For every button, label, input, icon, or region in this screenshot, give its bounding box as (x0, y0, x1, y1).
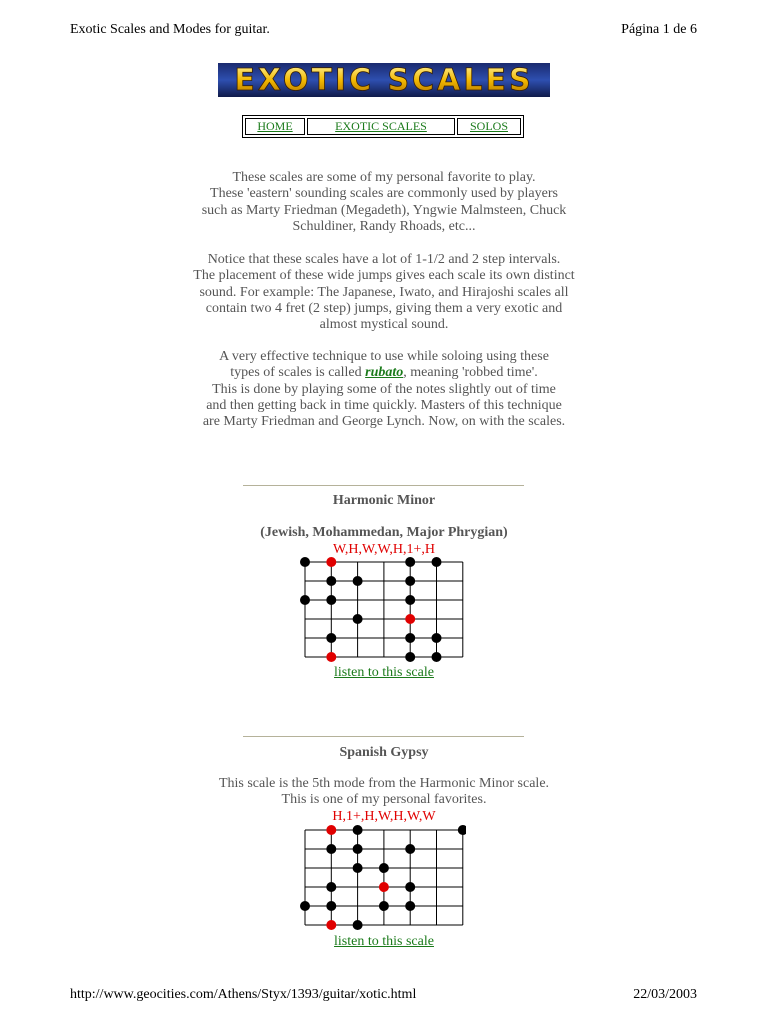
scale-note-dot (379, 863, 389, 873)
scale-note-dot (432, 633, 442, 643)
scale-note-dot (300, 595, 310, 605)
scale-note-dot (326, 882, 336, 892)
scale-title-harmonic-minor: Harmonic Minor (332, 493, 436, 508)
scale-note-dot (353, 844, 363, 854)
rubato-link[interactable]: rubato (365, 365, 404, 381)
page-number: Página 1 de 6 (621, 22, 697, 37)
nav-home-link[interactable]: HOME (245, 118, 305, 135)
root-note-dot (405, 614, 415, 624)
scale-note-dot (405, 576, 415, 586)
page-url: http://www.geocities.com/Athens/Styx/1393/guitar/xotic.html (70, 987, 417, 1002)
root-note-dot (326, 652, 336, 662)
svg-text:EXOTIC SCALES: EXOTIC SCALES (234, 63, 534, 97)
scale-note-dot (326, 576, 336, 586)
scale-note-dot (405, 595, 415, 605)
top-navigation (242, 115, 524, 138)
print-date: 22/03/2003 (633, 987, 697, 1002)
scale-note-dot (405, 652, 415, 662)
scale-note-dot (326, 633, 336, 643)
scale-note-dot (353, 825, 363, 835)
root-note-dot (326, 557, 336, 567)
scale-note-dot (353, 614, 363, 624)
fretboard-diagram-harmonic-minor (300, 556, 466, 664)
scale-note-dot (326, 595, 336, 605)
scale-note-dot (300, 557, 310, 567)
section-divider (243, 736, 524, 737)
scale-note-dot (326, 901, 336, 911)
nav-exotic-scales-link[interactable]: EXOTIC SCALES (307, 118, 455, 135)
scale-note-dot (405, 901, 415, 911)
listen-harmonic-minor-link[interactable]: listen to this scale (334, 665, 434, 680)
scale-note-dot (405, 557, 415, 567)
scale-note-dot (353, 920, 363, 930)
intro-paragraph-3: A very effective technique to use while soloing using these types of scales is called rubato, meaning 'robbed time'. This is done by playing some of the notes slightly out of time and then getting back in time quickly. Masters of this technique are Marty Friedman and George Lynch. Now, on with the scales. (202, 349, 566, 430)
root-note-dot (379, 882, 389, 892)
root-note-dot (326, 825, 336, 835)
scale-formula-spanish-gypsy: H,1+,H,W,H,W,W (332, 809, 436, 824)
scale-note-dot (300, 901, 310, 911)
listen-spanish-gypsy-link[interactable]: listen to this scale (334, 934, 434, 949)
intro-paragraph-2: Notice that these scales have a lot of 1-1/2 and 2 step intervals. The placement of these wide jumps gives each scale its own distinct sound. For example: The Japanese, Iwato, and Hirajoshi scales all contain two 4 fret (2 step) jumps, giving them a very exotic and almost mystical sound. (193, 252, 575, 333)
root-note-dot (326, 920, 336, 930)
scale-note-dot (405, 882, 415, 892)
scale-description-spanish-gypsy: This scale is the 5th mode from the Harmonic Minor scale. This is one of my personal favorites. (218, 776, 550, 808)
scale-note-dot (405, 633, 415, 643)
scale-formula-harmonic-minor: W,H,W,W,H,1+,H (332, 542, 435, 557)
scale-note-dot (458, 825, 466, 835)
scale-note-dot (405, 844, 415, 854)
fretboard-diagram-spanish-gypsy (300, 824, 466, 932)
scale-title-spanish-gypsy: Spanish Gypsy (339, 745, 429, 760)
scale-note-dot (432, 652, 442, 662)
scale-note-dot (432, 557, 442, 567)
page-header-title: Exotic Scales and Modes for guitar. (70, 22, 270, 37)
scale-note-dot (353, 863, 363, 873)
scale-note-dot (353, 576, 363, 586)
section-divider (243, 485, 524, 486)
exotic-scales-banner-logo (218, 63, 550, 97)
scale-note-dot (379, 901, 389, 911)
scale-note-dot (326, 844, 336, 854)
scale-subtitle-harmonic-minor: (Jewish, Mohammedan, Major Phrygian) (260, 525, 508, 540)
intro-paragraph-1: These scales are some of my personal favorite to play. These 'eastern' sounding scales are commonly used by players such as Marty Friedman (Megadeth), Yngwie Malmsteen, Chuck Schuldiner, Randy Rhoads, etc... (201, 170, 567, 234)
nav-solos-link[interactable]: SOLOS (457, 118, 521, 135)
